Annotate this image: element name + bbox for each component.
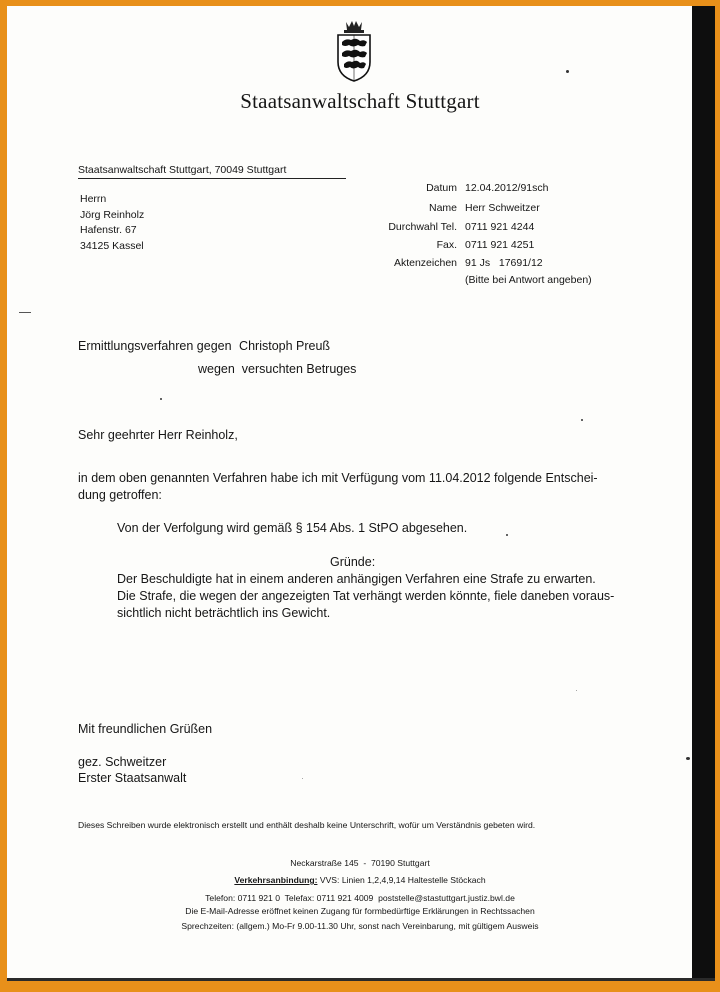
recipient-city: 34125 Kassel	[80, 240, 144, 252]
greeting: Sehr geehrter Herr Reinholz,	[78, 428, 238, 442]
fold-mark	[19, 312, 31, 313]
scan-bottom-edge	[7, 978, 715, 981]
subject-charge: wegen versuchten Betruges	[198, 362, 357, 376]
intro-line-1: in dem oben genannten Verfahren habe ich mit Verfügung vom 11.04.2012 folgende Entschei-	[78, 471, 598, 485]
reasons-heading: Gründe:	[330, 555, 376, 569]
decision-text: Von der Verfolgung wird gemäß § 154 Abs. 1 StPO abgesehen.	[117, 521, 468, 535]
subject-prefix: Ermittlungsverfahren gegen	[78, 339, 232, 353]
scan-speck	[302, 778, 303, 779]
footer-hours: Sprechzeiten: (allgem.) Mo-Fr 9.00-11.30 Uhr, sonst nach Vereinbarung, mit gültigem Ausweis	[181, 921, 539, 931]
footer-transport	[0, 875, 720, 885]
name-value: Herr Schweitzer	[465, 202, 540, 214]
subject-accused-name: Christoph Preuß	[239, 339, 331, 353]
recipient-salutation: Herrn	[80, 193, 107, 205]
electronic-signature-note: Dieses Schreiben wurde elektronisch erstellt und enthält deshalb keine Unterschrift, wofür um Verständnis gebeten wird.	[78, 820, 536, 830]
scan-speck	[576, 690, 577, 691]
fax-label: Fax.	[436, 239, 457, 251]
reason-line-1: Der Beschuldigte hat in einem anderen anhängigen Verfahren eine Strafe zu erwarten.	[117, 572, 596, 586]
phone-label: Durchwahl Tel.	[388, 221, 457, 233]
authority-title: Staatsanwaltschaft Stuttgart	[240, 89, 480, 113]
date-value: 12.04.2012/91sch	[465, 182, 549, 194]
scan-speck	[581, 419, 583, 421]
footer-contact: Telefon: 0711 921 0 Telefax: 0711 921 4009 poststelle@stastuttgart.justiz.bwl.de	[205, 893, 515, 903]
closing: Mit freundlichen Grüßen	[78, 722, 213, 736]
fax-value: 0711 921 4251	[465, 239, 535, 251]
recipient-street: Hafenstr. 67	[80, 224, 137, 236]
scan-speck	[686, 757, 690, 760]
sender-return-address: Staatsanwaltschaft Stuttgart, 70049 Stuttgart	[78, 164, 287, 176]
transport-value: VVS: Linien 1,2,4,9,14 Haltestelle Stöckach	[319, 875, 486, 885]
date-label: Datum	[426, 182, 457, 194]
reference-label: Aktenzeichen	[393, 257, 457, 269]
reason-line-2: Die Strafe, die wegen der angezeigten Tat verhängt werden könnte, fiele daneben voraus-	[117, 589, 615, 603]
scan-edge-bar	[692, 6, 715, 980]
signature-name: gez. Schweitzer	[78, 755, 167, 769]
coat-of-arms-icon	[332, 18, 376, 84]
transport-label: Verkehrsanbindung:	[234, 875, 318, 885]
scan-speck	[566, 70, 569, 73]
reference-value: 91 Js 17691/12	[465, 257, 543, 269]
scan-speck	[160, 398, 162, 400]
reference-note: (Bitte bei Antwort angeben)	[465, 274, 592, 286]
footer-address: Neckarstraße 145 - 70190 Stuttgart	[290, 858, 430, 868]
sender-rule-divider	[78, 178, 346, 179]
recipient-name: Jörg Reinholz	[80, 209, 145, 221]
phone-value: 0711 921 4244	[465, 221, 535, 233]
reason-line-3: sichtlich nicht beträchtlich ins Gewicht.	[117, 606, 331, 620]
subject-line	[78, 339, 330, 353]
signature-title: Erster Staatsanwalt	[78, 771, 187, 785]
scan-speck	[506, 534, 508, 536]
footer-email-note: Die E-Mail-Adresse eröffnet keinen Zugang für formbedürftige Erklärungen in Rechtssachen	[185, 906, 535, 916]
intro-line-2: dung getroffen:	[78, 488, 162, 502]
name-label: Name	[428, 202, 457, 214]
